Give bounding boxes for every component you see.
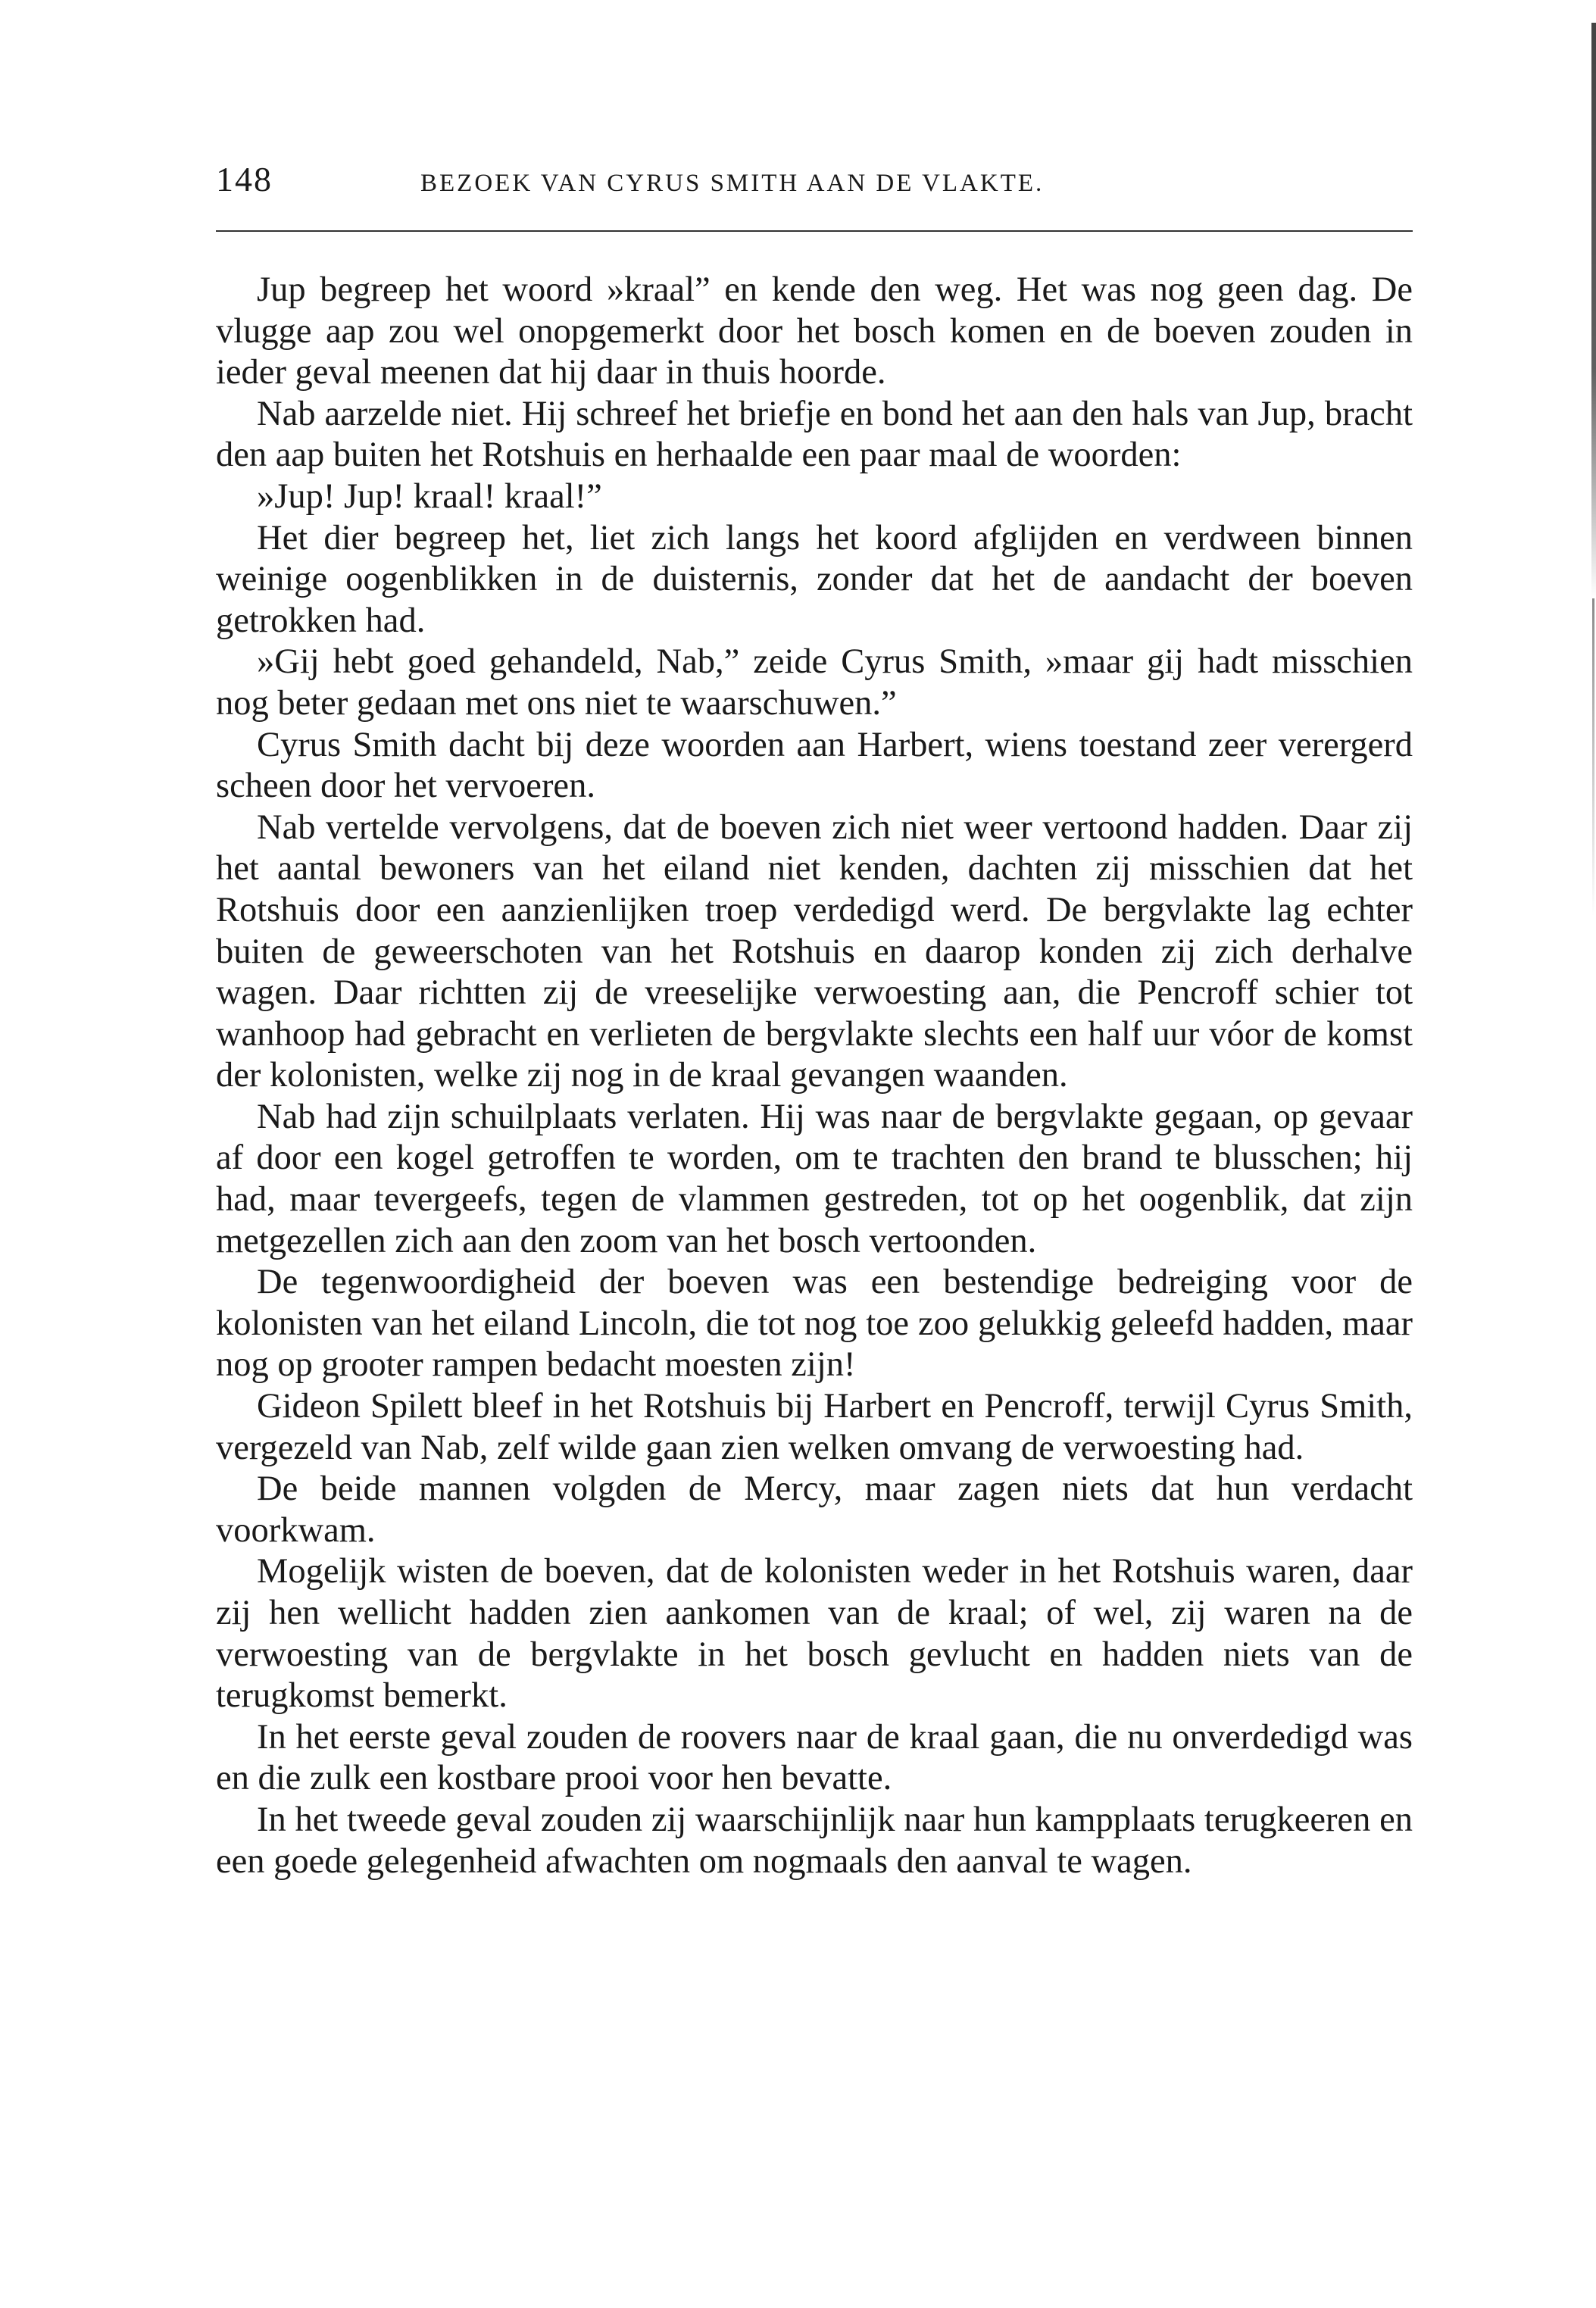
running-title: BEZOEK VAN CYRUS SMITH AAN DE VLAKTE.	[420, 170, 1045, 197]
header-rule	[216, 230, 1413, 232]
paragraph: De beide mannen volgden de Mercy, maar zagen niets dat hun verdacht voorkwam.	[216, 1469, 1413, 1550]
paragraph: Het dier begreep het, liet zich langs het koord afglijden en verdween binnen weinige oogenblikken in de duisternis, zonder dat het de aandacht der boeven getrokken had.	[216, 518, 1413, 640]
paragraph: »Gij hebt goed gehandeld, Nab,” zeide Cyrus Smith, »maar gij hadt misschien nog beter gedaan met ons niet te waarschuwen.”	[216, 642, 1413, 723]
paragraph: Mogelijk wisten de boeven, dat de kolonisten weder in het Rotshuis waren, daar zij hen wellicht hadden zien aankomen van de kraal; of wel, zij waren na de verwoesting van de bergvlakte in het bosch gevlucht en hadden niets van de terugkomst bemerkt.	[216, 1552, 1413, 1716]
paragraph: Nab aarzelde niet. Hij schreef het briefje en bond het aan den hals van Jup, bracht den aap buiten het Rotshuis en herhaalde een paar maal de woorden:	[216, 394, 1413, 475]
paragraph: Gideon Spilett bleef in het Rotshuis bij Harbert en Pencroff, terwijl Cyrus Smith, vergezeld van Nab, zelf wilde gaan zien welken omvang de verwoesting had.	[216, 1387, 1413, 1467]
page-header	[216, 159, 1413, 205]
paragraph: De tegenwoordigheid der boeven was een bestendige bedreiging voor de kolonisten van het eiland Lincoln, die tot nog toe zoo gelukkig geleefd hadden, maar nog op grooter rampen bedacht moesten zijn!	[216, 1263, 1413, 1385]
paragraph: In het tweede geval zouden zij waarschijnlijk naar hun kampplaats terugkeeren en een goede gelegenheid afwachten om nogmaals den aanval te wagen.	[216, 1800, 1413, 1881]
scan-edge-shadow-lower	[1592, 598, 1594, 917]
paragraph: Cyrus Smith dacht bij deze woorden aan Harbert, wiens toestand zeer verergerd scheen door het vervoeren.	[216, 725, 1413, 806]
paragraph: Nab had zijn schuilplaats verlaten. Hij was naar de bergvlakte gegaan, op gevaar af door een kogel getroffen te worden, om te trachten den brand te blusschen; hij had, maar tevergeefs, tegen de vlammen gestreden, tot op het oogenblik, dat zijn metgezellen zich aan den zoom van het bosch vertoonden.	[216, 1097, 1413, 1260]
paragraph: Nab vertelde vervolgens, dat de boeven zich niet weer vertoond hadden. Daar zij het aantal bewoners van het eiland niet kenden, dachten zij misschien dat het Rotshuis door een aanzienlijken troep verdedigd werd. De bergvlakte lag echter buiten de geweerschoten van het Rotshuis en daarop konden zij zich derhalve wagen. Daar richtten zij de vreeselijke verwoesting aan, die Pencroff schier tot wanhoop had gebracht en verlieten de bergvlakte slechts een half uur vóor de komst der kolonisten, welke zij nog in de kraal gevangen waanden.	[216, 807, 1413, 1095]
page-number: 148	[216, 160, 273, 198]
scan-edge-shadow	[1591, 23, 1596, 598]
paragraph: In het eerste geval zouden de roovers naar de kraal gaan, die nu onverdedigd was en die zulk een kostbare prooi voor hen bevatte.	[216, 1717, 1413, 1798]
body-text	[216, 270, 1413, 1882]
paragraph: Jup begreep het woord »kraal” en kende den weg. Het was nog geen dag. De vlugge aap zou wel onopgemerkt door het bosch komen en de boeven zouden in ieder geval meenen dat hij daar in thuis hoorde.	[216, 270, 1413, 392]
paragraph: »Jup! Jup! kraal! kraal!”	[257, 476, 602, 516]
